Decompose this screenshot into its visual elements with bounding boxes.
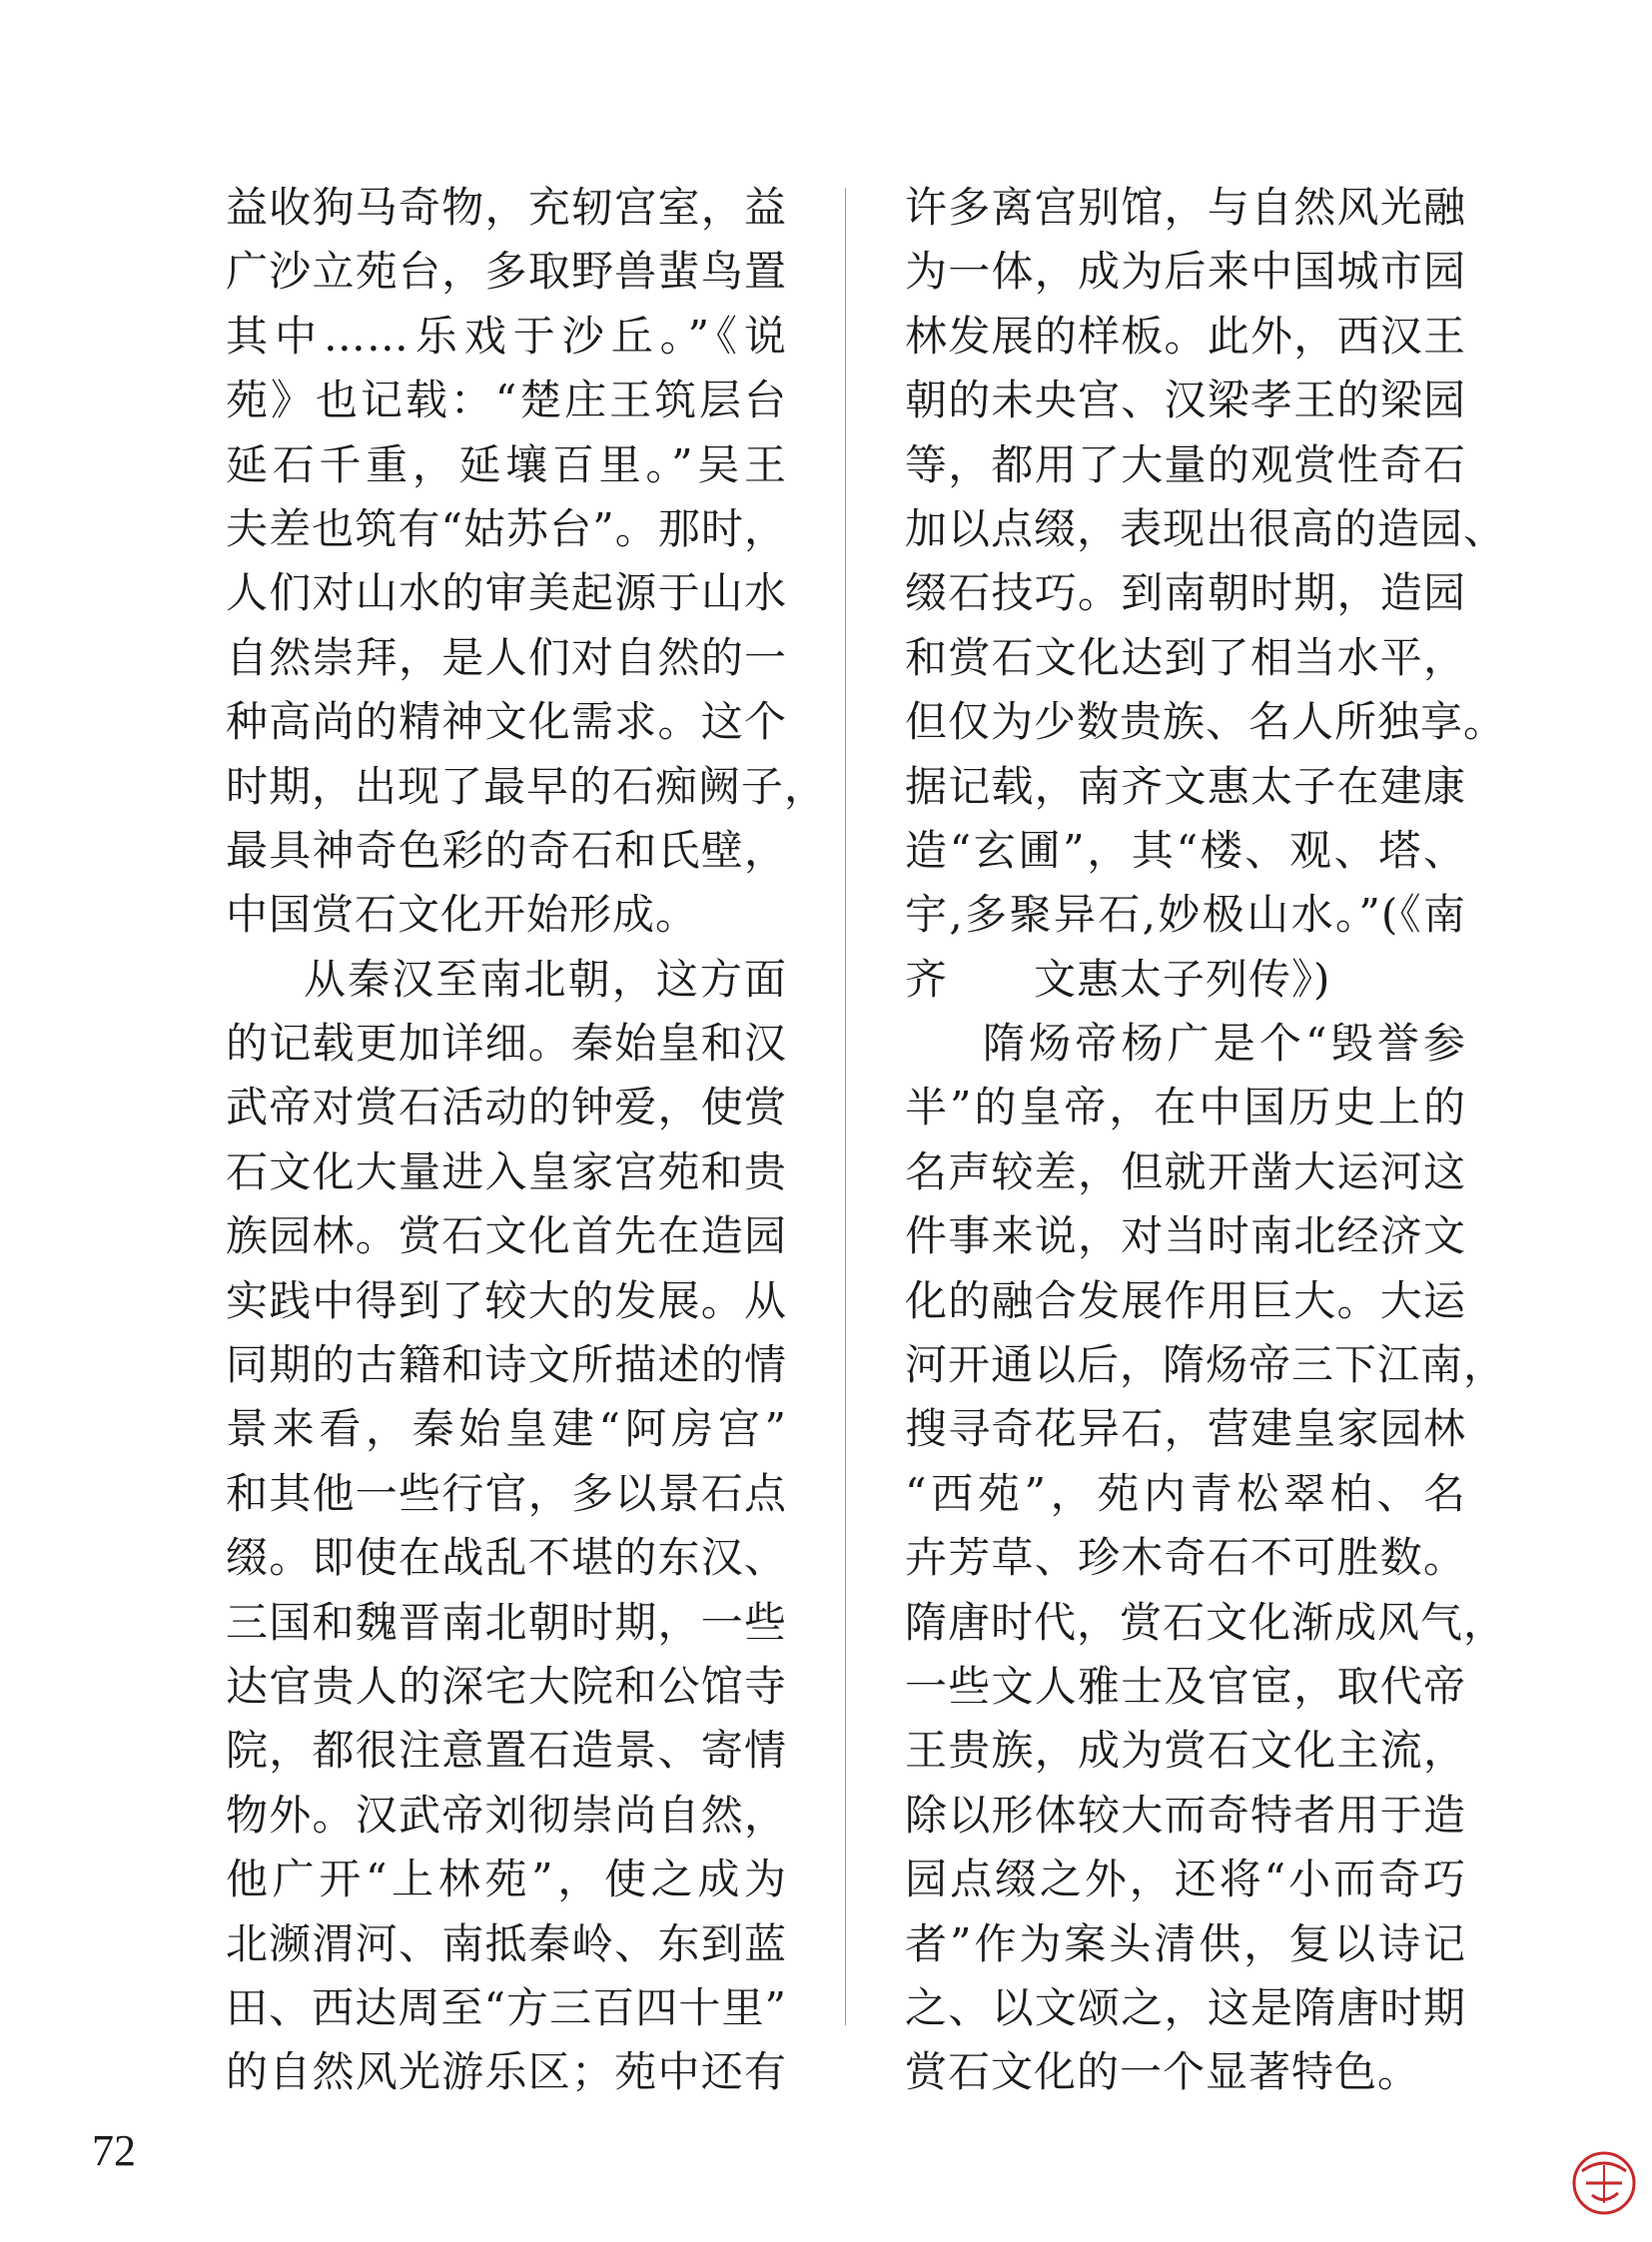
text-line: 缀石技巧。到南朝时期，造园 bbox=[905, 568, 1466, 618]
text-line: 石文化大量进入皇家宫苑和贵 bbox=[226, 1146, 787, 1196]
text-line: 苑》也记载：“楚庄王筑层台 bbox=[226, 375, 787, 425]
text-line: 人们对山水的审美起源于山水 bbox=[226, 568, 787, 618]
text-line: 林发展的样板。此外，西汉王 bbox=[905, 311, 1466, 361]
text-line: 搜寻奇花异石，营建皇家园林 bbox=[905, 1404, 1466, 1454]
text-line: 自然崇拜，是人们对自然的一 bbox=[226, 632, 787, 682]
text-line: 武帝对赏石活动的钟爱，使赏 bbox=[226, 1083, 787, 1132]
text-line: 同期的古籍和诗文所描述的情 bbox=[226, 1340, 787, 1390]
text-line: 卉芳草、珍木奇石不可胜数。 bbox=[905, 1533, 1466, 1583]
text-line: 益收狗马奇物，充轫宫室，益 bbox=[226, 183, 787, 232]
text-line: 隋唐时代，赏石文化渐成风气， bbox=[905, 1597, 1507, 1647]
text-line: 和赏石文化达到了相当水平， bbox=[905, 632, 1466, 682]
text-line: 造“玄圃”，其“楼、观、塔、 bbox=[905, 825, 1466, 875]
text-line: 达官贵人的深宅大院和公馆寺 bbox=[226, 1661, 787, 1711]
text-line: 宇,多聚异石,妙极山水。”(《南 bbox=[905, 890, 1466, 940]
text-line: 除以形体较大而奇特者用于造 bbox=[905, 1790, 1466, 1840]
text-line: 半”的皇帝，在中国历史上的 bbox=[905, 1083, 1466, 1132]
text-line: 物外。汉武帝刘彻崇尚自然， bbox=[226, 1790, 787, 1840]
text-line: 据记载，南齐文惠太子在建康 bbox=[905, 761, 1466, 811]
text-line: 广沙立苑台，多取野兽蜚鸟置 bbox=[226, 247, 787, 297]
text-line: 种高尚的精神文化需求。这个 bbox=[226, 697, 787, 747]
text-line: 许多离宫别馆，与自然风光融 bbox=[905, 183, 1466, 232]
text-line: 的记载更加详细。秦始皇和汉 bbox=[226, 1019, 787, 1069]
text-line: 名声较差，但就开凿大运河这 bbox=[905, 1146, 1466, 1196]
text-line: 王贵族，成为赏石文化主流， bbox=[905, 1726, 1466, 1776]
text-line: 族园林。赏石文化首先在造园 bbox=[226, 1211, 787, 1261]
left-column bbox=[226, 176, 828, 2105]
right-column bbox=[905, 176, 1507, 2105]
text-line: 景来看，秦始皇建“阿房宫” bbox=[226, 1404, 787, 1454]
text-line: 北濒渭河、南抵秦岭、东到蓝 bbox=[226, 1918, 787, 1968]
text-line: 三国和魏晋南北朝时期，一些 bbox=[226, 1597, 787, 1647]
text-line: 赏石文化的一个显著特色。 bbox=[905, 2047, 1421, 2097]
text-line: 者”作为案头清供，复以诗记 bbox=[905, 1918, 1466, 1968]
watermark-seal-icon bbox=[1568, 2147, 1640, 2219]
text-line: 其中……乐戏于沙丘。”《说 bbox=[226, 311, 787, 361]
text-line: 河开通以后，隋炀帝三下江南， bbox=[905, 1340, 1507, 1390]
text-line: 加以点缀，表现出很高的造园、 bbox=[905, 503, 1507, 553]
text-line: 院，都很注意置石造景、寄情 bbox=[226, 1726, 787, 1776]
column-divider bbox=[845, 188, 846, 2025]
text-line: 化的融合发展作用巨大。大运 bbox=[905, 1275, 1466, 1325]
text-line: 延石千重，延壤百里。”吴王 bbox=[226, 439, 787, 489]
page-number: 72 bbox=[92, 2126, 136, 2175]
text-line: 和其他一些行官，多以景石点 bbox=[226, 1468, 787, 1518]
text-line: 件事来说，对当时南北经济文 bbox=[905, 1211, 1466, 1261]
text-line: 之、以文颂之，这是隋唐时期 bbox=[905, 1982, 1466, 2032]
text-line: 的自然风光游乐区；苑中还有 bbox=[226, 2047, 787, 2097]
text-line: 实践中得到了较大的发展。从 bbox=[226, 1275, 787, 1325]
text-line: 中国赏石文化开始形成。 bbox=[226, 890, 699, 940]
text-line: 为一体，成为后来中国城市园 bbox=[905, 247, 1466, 297]
text-line: 最具神奇色彩的奇石和氏壁， bbox=[226, 825, 787, 875]
text-line: 缀。即使在战乱不堪的东汉、 bbox=[226, 1533, 787, 1583]
text-line: 田、西达周至“方三百四十里” bbox=[226, 1982, 787, 2032]
text-line: 他广开“上林苑”，使之成为 bbox=[226, 1855, 787, 1904]
text-line: 时期，出现了最早的石痴阙子， bbox=[226, 761, 828, 811]
text-line: 等，都用了大量的观赏性奇石 bbox=[905, 439, 1466, 489]
text-line: 园点缀之外，还将“小而奇巧 bbox=[905, 1855, 1466, 1904]
paragraph-start-line: 隋炀帝杨广是个“毁誉参 bbox=[983, 1019, 1466, 1069]
text-line: 齐 文惠太子列传》) bbox=[905, 954, 1331, 1004]
text-line: 夫差也筑有“姑苏台”。那时， bbox=[226, 503, 787, 553]
text-line: 朝的未央宫、汉梁孝王的梁园 bbox=[905, 375, 1466, 425]
text-line: 但仅为少数贵族、名人所独享。 bbox=[905, 697, 1507, 747]
paragraph-start-line: 从秦汉至南北朝，这方面 bbox=[304, 954, 787, 1004]
text-line: 一些文人雅士及官宦，取代帝 bbox=[905, 1661, 1466, 1711]
text-line: “西苑”，苑内青松翠柏、名 bbox=[905, 1468, 1466, 1518]
